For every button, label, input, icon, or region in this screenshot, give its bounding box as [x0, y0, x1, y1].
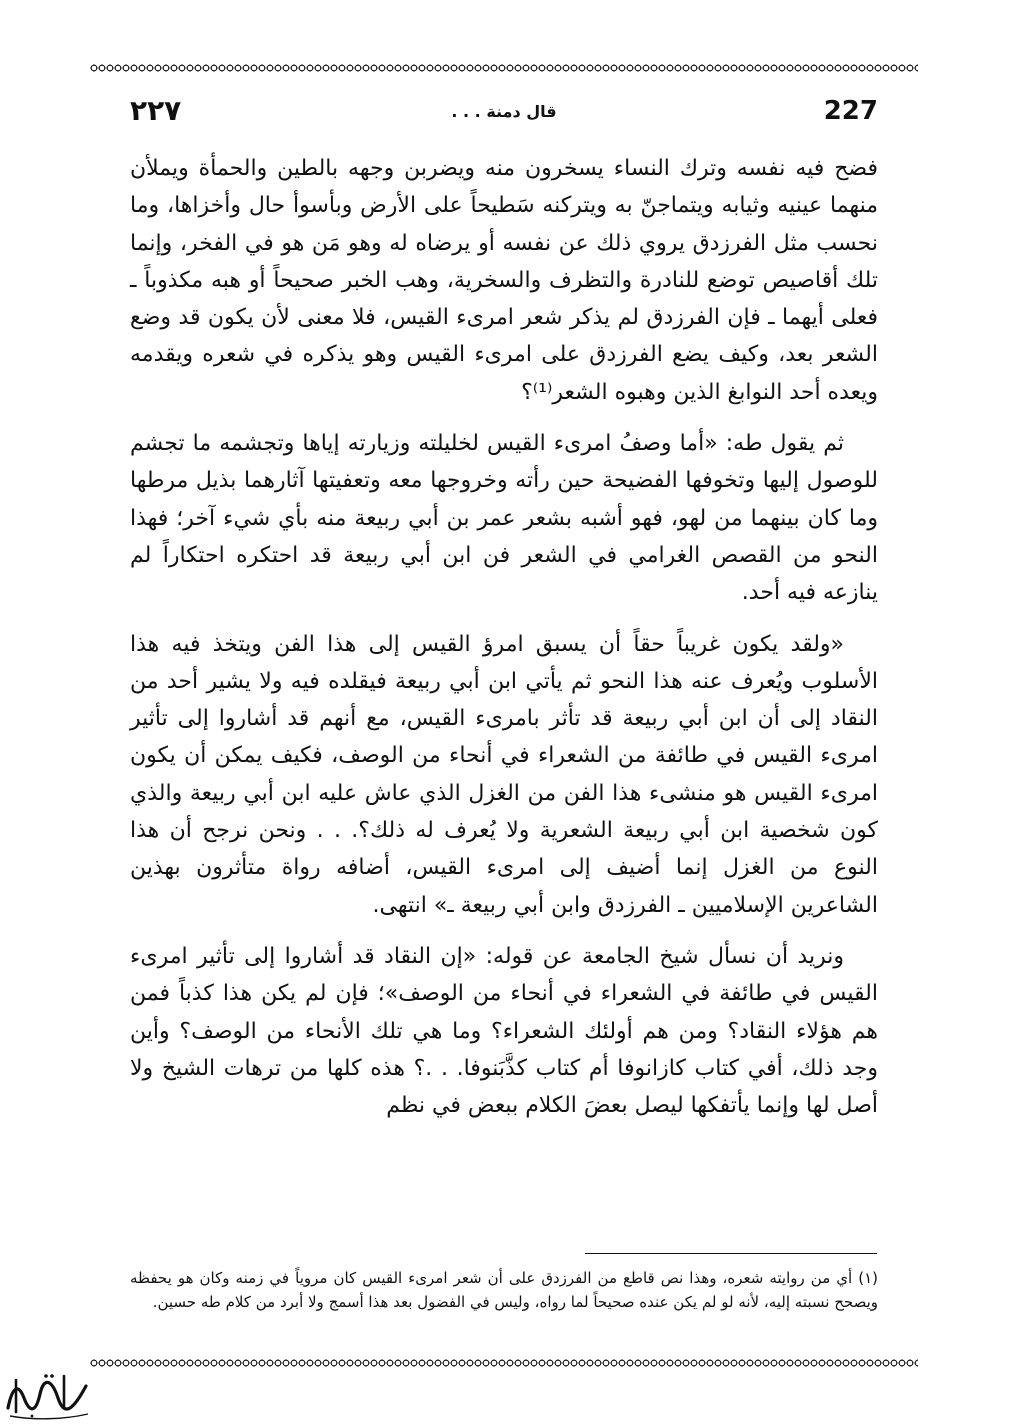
bottom-ornament-border [90, 1357, 918, 1369]
paragraph-4: ونريد أن نسأل شيخ الجامعة عن قوله: «إن النقاد قد أشاروا إلى تأثير امرىء القيس في طائفة في الشعراء في أنحاء من الوصف»؛ فإن لم يكن هذا كذباً فمن هم هؤلاء النقاد؟ ومن هم أولئك الشعراء؟ وما هي تلك الأنحاء من الوصف؟ وأين وجد ذلك، أفي كتاب كازانوفا أم كتاب كذَّبَنوفا. . .؟ هذه كلها من ترهات الشيخ ولا أصل لها وإنما يأتفكها ليصل بعضَ الكلام ببعض في نظم [130, 943, 878, 1119]
library-stamp-logo [2, 1368, 92, 1422]
running-title: قال دمنة . . . [451, 102, 557, 121]
footnotes [130, 1266, 878, 1314]
page-number-arabic: ٢٢٧ [130, 94, 182, 127]
footnote-1: (١) أي من روايته شعره، وهذا نص قاطع من الفرزدق على أن شعر امرىء القيس كان مروياً في زمنه وكان هو يحفظه ويصحح نسبته إليه، لأنه لو لم يكن عنده صحيحاً لما رواه، وليس في الفضول بعد هذا أسمج ولا أبرد من كلام طه حسين. [130, 1269, 878, 1311]
page-number-latin: 227 [823, 96, 878, 126]
top-ornament-border [90, 62, 918, 74]
paragraph-1: فضح فيه نفسه وترك النساء يسخرون منه ويضربن وجهه بالطين والحمأة ويملأن منهما عينيه وثيابه ويتماجنّ به ويتركنه سَطيحاً على الأرض وبأسوأ حال وأخزاها، وما نحسب مثل الفرزدق يروي ذلك عن نفسه أو يرضاه له وهو مَن هو في الفخر، وإنما تلك أقاصيص توضع للنادرة والتظرف والسخرية، وهب الخبر صحيحاً أو هبه مكذوباً ـ فعلى أيهما ـ فإن الفرزدق لم يذكر شعر امرىء القيس، فلا معنى لأن يكون قد وضع الشعر بعد، وكيف يضع الفرزدق على امرىء القيس وهو يذكره في شعره ويقدمه ويعده أحد النوابغ الذين وهبوه الشعر⁽¹⁾؟ [130, 156, 878, 405]
paragraph-2: ثم يقول طه: «أما وصفُ امرىء القيس لخليلته وزيارته إياها وتجشمه ما تجشم للوصول إليها وتخوفها الفضيحة حين رأته وخروجها معه وتعفيتها آثارهما بذيل مرطها وما كان بينهما من لهو، فهو أشبه بشعر عمر بن أبي ربيعة منه بأي شيء آخر؛ فهذا النحو من القصص الغرامي في الشعر فن ابن أبي ربيعة قد احتكره احتكاراً لم ينازعه فيه أحد. [130, 431, 878, 606]
page-header [130, 92, 878, 136]
paragraph-3: «ولقد يكون غريباً حقاً أن يسبق امرؤ القيس إلى هذا الفن ويتخذ فيه هذا الأسلوب ويُعرف عنه هذا النحو ثم يأتي ابن أبي ربيعة فيقلده فيه ولا يشير أحد من النقاد إلى أن ابن أبي ربيعة قد تأثر بامرىء القيس، مع أنهم قد أشاروا إلى تأثير امرىء القيس في طائفة من الشعراء في أنحاء من الوصف، فكيف يمكن أن يكون امرىء القيس هو منشىء هذا الفن من الغزل الذي عاش عليه ابن أبي ربيعة والذي كون شخصية ابن أبي ربيعة الشعرية ولا يُعرف له ذلك؟. . . ونحن نرجح أن هذا النوع من الغزل إنما أضيف إلى امرىء القيس، أضافه رواة متأثرون بهذين الشاعرين الإسلاميين ـ الفرزدق وابن أبي ربيعة ـ» انتهى. [130, 631, 878, 918]
footnote-separator [585, 1253, 877, 1254]
body-text [130, 150, 878, 1138]
